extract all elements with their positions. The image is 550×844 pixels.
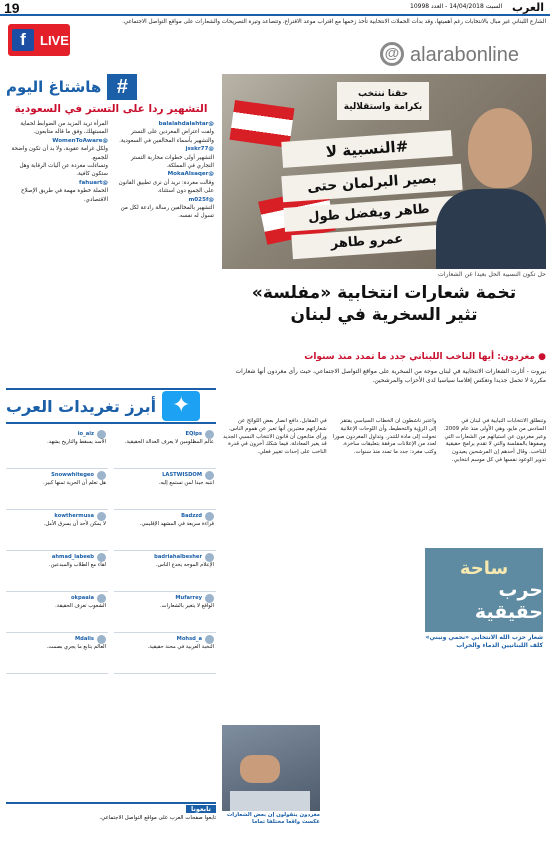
hashtag-text: ولفت اعتراض المغردين على التستر والتشهير بأسماء المخالفين في السعودية. — [119, 129, 214, 144]
tweet-card[interactable] — [6, 469, 108, 510]
top-tweets-title: أبرز تغريدات العرب — [6, 396, 157, 416]
avatar — [97, 512, 106, 521]
tweet-card[interactable] — [6, 510, 108, 551]
protest-sign: حقنا ننتخب بكرامة واستقلالية — [337, 82, 429, 120]
avatar — [97, 471, 106, 480]
tweet-card[interactable] — [114, 428, 216, 469]
tweet-text: العالم يتابع ما يجري بصمت. — [46, 644, 106, 650]
headline-line-2: تثير السخرية في لبنان — [290, 305, 478, 325]
tweet-text: الواقع لا يتغير بالشعارات. — [159, 603, 214, 609]
protest-photo — [222, 74, 546, 269]
voting-photo-caption: مغردون يتقولون إن بعض الشعارات عكست واقعا مختلفا تماما — [226, 812, 320, 826]
ballot-box — [230, 791, 310, 811]
hashtag-columns — [8, 120, 214, 378]
poster-caption: شعار حزب الله الانتخابي «نحمي ونبني» كلف اللبنانيين الدماء والخراب — [425, 634, 543, 649]
tweet-text: انتبه جيدا لمن تستمع إليه. — [158, 480, 214, 486]
tweet-username[interactable]: Snowwhitegeo — [51, 471, 94, 478]
tweet-card[interactable] — [6, 592, 108, 633]
page-header — [0, 0, 550, 16]
article-column: واعتبر ناشطون أن الخطاب السياسي يفتقر إلى الرؤية والتخطيط، وأن اللوحات الإعلانية تحولت إلى مادة للتندر. وتداول المغردون صورا لعدد من الإعلانات مرفقة بتعليقات ساخرة. وكتب مغرد: جدد ما تمدد منذ سنوات. — [332, 418, 437, 456]
tweet-text: هل تعلم أن الحرية ثمنها كبير. — [43, 480, 106, 486]
voting-photo — [222, 725, 320, 811]
avatar — [205, 553, 214, 562]
hashtag-text: ولكل غرامة عقوبة، ولا بد أن تكون واضحة للجميع. — [11, 146, 108, 161]
hashtag-icon: # — [107, 74, 137, 100]
hashtag-section-header — [6, 74, 216, 100]
hashtag-section-title: هاشتاغ اليوم — [6, 78, 102, 96]
tweet-card[interactable] — [6, 428, 108, 469]
tweet-text: عالم المظلومين لا يعرف العدالة الحقيقية. — [124, 439, 214, 445]
tweet-username[interactable]: ahmad_labeeb — [51, 553, 94, 560]
tweet-text: قراءة سريعة في المشهد الإقليمي. — [139, 521, 214, 527]
tweet-card[interactable] — [114, 551, 216, 592]
tweet-username[interactable]: io_aiz — [77, 430, 94, 437]
avatar — [97, 430, 106, 439]
page-number: 19 — [4, 0, 20, 16]
issue-date: السبت 14/04/2018 - العدد 10998 — [410, 3, 503, 10]
tweet-card[interactable] — [114, 469, 216, 510]
tweet-text: الإعلام الموجه يخدع الناس. — [155, 562, 214, 568]
avatar — [97, 594, 106, 603]
tweet-username[interactable]: Mdalis — [74, 635, 94, 642]
article-column: في المقابل، دافع أنصار بعض اللوائح عن شعاراتهم معتبرين أنها تعبر عن هموم الناس. ورأى متابعون أن قانون الانتخاب النسبي الجديد قد يغير المعادلة، فيما شكك آخرون في قدرة الناخب على إحداث تغيير فعلي. — [223, 418, 327, 456]
tweet-card[interactable] — [6, 551, 108, 592]
tweets-grid — [6, 428, 216, 840]
hashtag-user[interactable]: @fahuart — [79, 179, 108, 186]
hashtag-topic-title: التشهير ردا على التستر في السعودية — [14, 103, 208, 115]
tweet-username[interactable]: okpaaia — [70, 594, 94, 601]
protest-sign: طاهر ويفضل طول — [283, 196, 454, 232]
protester-figure — [436, 189, 546, 269]
protester-face — [468, 108, 532, 188]
avatar — [205, 430, 214, 439]
hashtag-user[interactable]: @balalahdalahtar — [158, 121, 214, 127]
tweet-text: الأسد يسقط والتاريخ يشهد. — [47, 439, 106, 445]
tweet-username[interactable]: Mufarrey — [175, 594, 202, 601]
hashtag-text: وتساءلت مغردة عن آليات الرقابة وهل ستكون كافية. — [19, 163, 108, 178]
article-column: وتنطلق الانتخابات النيابية في لبنان في السادس من مايو، وهي الأولى منذ عام 2009. وعبر مغردون عن استيائهم من الشعارات التي وصفوها بالمفلسة والتي لا تقدم برامج حقيقية للناخب. وقال أحدهم إن المرشحين يعيدون تدوير الوعود نفسها في كل موسم انتخابي. — [443, 418, 546, 463]
avatar — [205, 594, 214, 603]
tweet-text: لقاء مع الطلاب والمبدعين. — [48, 562, 106, 568]
lead-paragraph: بيروت - أثارت الشعارات الانتخابية في لبنان موجة من السخرية على مواقع التواصل الاجتماعي، حيث رأى مغردون أنها شعارات مكررة لا تحمل جديدا وتعكس إفلاسا سياسيا لدى الأحزاب والمرشحين. — [235, 368, 546, 384]
tweet-card[interactable] — [114, 592, 216, 633]
hashtag-user[interactable]: @m025f — [188, 196, 214, 203]
campaign-poster-image — [425, 548, 543, 632]
tweet-username[interactable]: badriahalbesher — [154, 553, 202, 560]
avatar — [97, 635, 106, 644]
headline-line-1: تخمة شعارات انتخابية «مفلسة» — [251, 283, 517, 303]
protest-sign: #النسبية لا — [281, 130, 452, 168]
tweet-username[interactable]: EQlps — [185, 430, 202, 437]
main-headline — [222, 282, 546, 326]
sub-headline: ● مغردون: أيها الناخب اللبناني جدد ما تمدد منذ سنوات — [304, 352, 546, 362]
hashtag-text: الحملة خطوة مهمة في طريق الإصلاح الاقتصادي. — [20, 188, 108, 203]
follow-us-box[interactable] — [6, 802, 216, 840]
hashtag-text: وقالت مغردة: نريد أن نرى تطبيق القانون على الجميع دون استثناء. — [118, 179, 214, 195]
handle-text: alarabonline — [410, 44, 519, 66]
hashtag-user[interactable]: @WomenToAware — [52, 137, 108, 144]
tweet-card[interactable] — [114, 510, 216, 551]
social-handle[interactable] — [380, 38, 545, 72]
avatar — [205, 512, 214, 521]
poster-line-1: ساحة — [459, 557, 509, 579]
hashtag-text: المرأة تريد المزيد من الضوابط لحماية المستهلك، وفق ما قاله متابعون. — [20, 121, 108, 136]
poster-line-2: حرب حقيقية — [474, 578, 543, 623]
newspaper-logo: العرب — [511, 1, 544, 14]
live-label: LIVE — [40, 32, 69, 48]
protest-sign: عمرو طاهر — [291, 225, 442, 259]
voter-hand — [240, 755, 280, 783]
tweet-username[interactable]: kowthermusa — [54, 512, 94, 519]
follow-us-text: تابعوا صفحات العرب على مواقع التواصل الاجتماعي. — [99, 814, 216, 821]
tweet-text: النخبة العربية في محنة حقيقية. — [147, 644, 214, 650]
hashtag-user[interactable]: @jsskr77 — [185, 146, 214, 153]
avatar — [205, 471, 214, 480]
photo-caption: حل تكون النسبية الحل بعيدا عن الشعارات — [438, 271, 546, 278]
tweet-username[interactable]: Badzzd — [181, 512, 202, 519]
live-badge[interactable] — [8, 24, 70, 56]
avatar — [97, 553, 106, 562]
hashtag-user[interactable]: @MokaAlsaqer — [167, 171, 214, 178]
top-strip-text: الشارع اللبناني غير مبال بالانتخابات رغم أهميتها، وقد بدأت الحملات الانتخابية تأخذ زخمها مع اقتراب موعد الاقتراع، وتتصاعد وتيرة التصريحات والشعارات على مواقع التواصل الاجتماعي. — [122, 19, 546, 25]
twitter-bird-icon: ✦ — [162, 391, 200, 421]
tweet-card[interactable] — [114, 633, 216, 674]
tweet-card[interactable] — [6, 633, 108, 674]
tweet-text: لا يمكن لأحد أن يسرق الأمل. — [43, 521, 106, 527]
tweet-username[interactable]: Mohsd_a — [176, 635, 202, 642]
top-tweets-header — [6, 388, 216, 424]
tweet-username[interactable]: LASTWISDOM — [162, 471, 202, 478]
hashtag-column — [8, 120, 108, 378]
facebook-icon: f — [12, 29, 34, 51]
follow-us-label: تابعونا — [186, 805, 216, 813]
at-icon: @ — [380, 42, 404, 66]
hashtag-text: التشهير أولى خطوات محاربة التستر التجاري في المملكة. — [130, 154, 214, 170]
tweet-text: الشعوب تعرف الحقيقة. — [55, 603, 106, 609]
avatar — [205, 635, 214, 644]
hashtag-column — [114, 120, 214, 378]
protest-sign: بصير البرلمان حتى — [281, 164, 462, 202]
hashtag-text: التشهير بالمخالفين رسالة رادعة لكل من تسول له نفسه. — [120, 205, 214, 220]
